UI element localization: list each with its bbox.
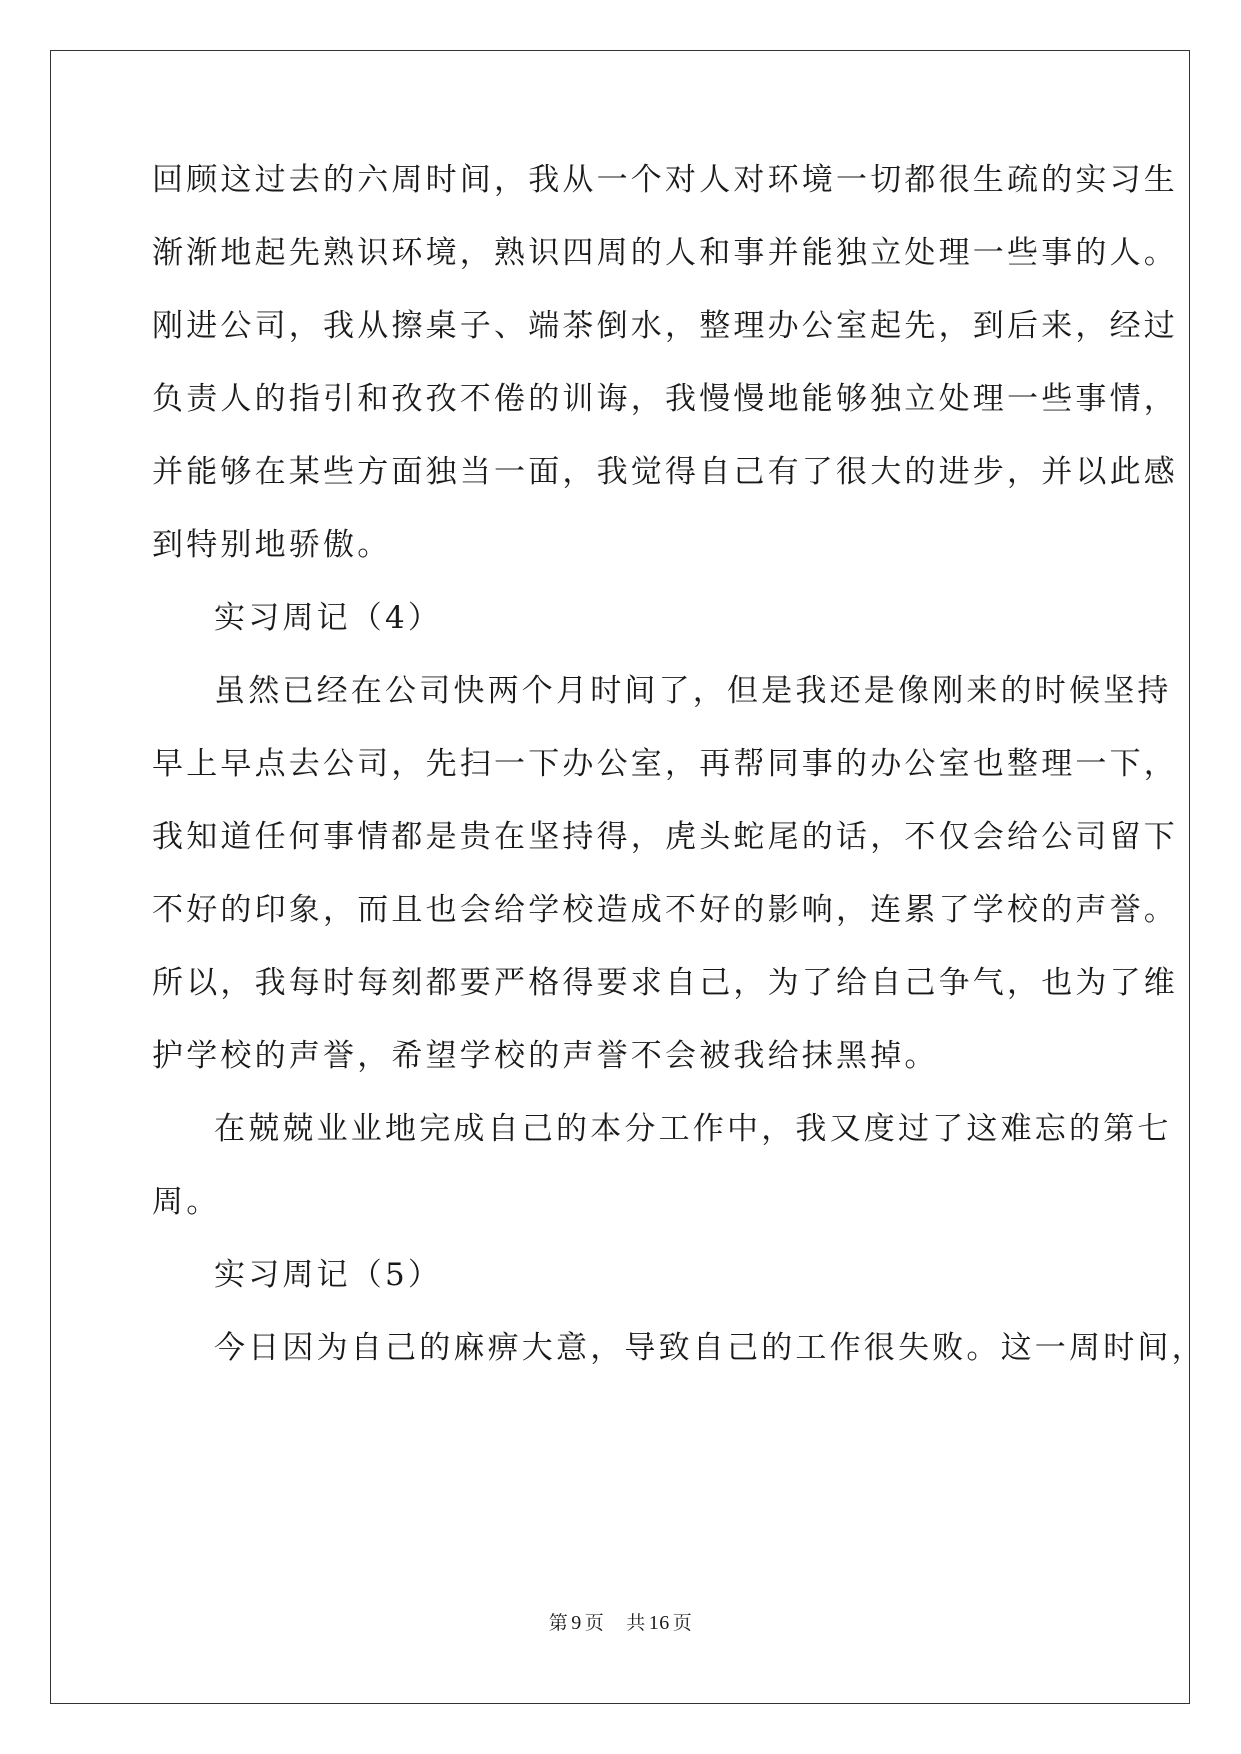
text-line: 今日因为自己的麻痹大意，导致自己的工作很失败。这一周时间， bbox=[214, 1330, 1206, 1366]
text-line: 并能够在某些方面独当一面，我觉得自己有了很大的进步，并以此感 bbox=[152, 454, 1178, 490]
page-frame bbox=[50, 50, 1190, 1704]
footer-total-suffix: 页 bbox=[672, 1612, 693, 1634]
text-line: 虽然已经在公司快两个月时间了，但是我还是像刚来的时候坚持 bbox=[214, 673, 1172, 709]
current-page-number: 9 bbox=[571, 1612, 582, 1634]
text-line: 所以，我每时每刻都要严格得要求自己，为了给自己争气，也为了维 bbox=[152, 965, 1178, 1001]
footer-total-prefix: 共 bbox=[626, 1612, 646, 1634]
text-line: 刚进公司，我从擦桌子、端茶倒水，整理办公室起先，到后来，经过 bbox=[152, 308, 1178, 344]
text-line: 护学校的声誉，希望学校的声誉不会被我给抹黑掉。 bbox=[152, 1038, 939, 1074]
text-line: 早上早点去公司，先扫一下办公室，再帮同事的办公室也整理一下， bbox=[152, 746, 1178, 782]
footer-prefix: 第 bbox=[548, 1612, 569, 1634]
text-line: 在兢兢业业地完成自己的本分工作中，我又度过了这难忘的第七 bbox=[214, 1111, 1172, 1147]
text-line: 我知道任何事情都是贵在坚持得，虎头蛇尾的话，不仅会给公司留下 bbox=[152, 819, 1178, 855]
text-line: 周。 bbox=[152, 1184, 221, 1220]
text-line: 负责人的指引和孜孜不倦的训诲，我慢慢地能够独立处理一些事情， bbox=[152, 381, 1178, 417]
footer-page-suffix: 页 bbox=[584, 1612, 605, 1634]
section-heading: 实习周记（4） bbox=[214, 600, 443, 636]
text-line: 不好的印象，而且也会给学校造成不好的影响，连累了学校的声誉。 bbox=[152, 892, 1178, 928]
text-line: 到特别地骄傲。 bbox=[152, 527, 392, 563]
section-heading: 实习周记（5） bbox=[214, 1257, 443, 1293]
text-line: 回顾这过去的六周时间，我从一个对人对环境一切都很生疏的实习生 bbox=[152, 162, 1178, 198]
page-footer bbox=[0, 1608, 1241, 1635]
total-pages-number: 16 bbox=[648, 1612, 670, 1634]
text-line: 渐渐地起先熟识环境，熟识四周的人和事并能独立处理一些事的人。 bbox=[152, 235, 1178, 271]
